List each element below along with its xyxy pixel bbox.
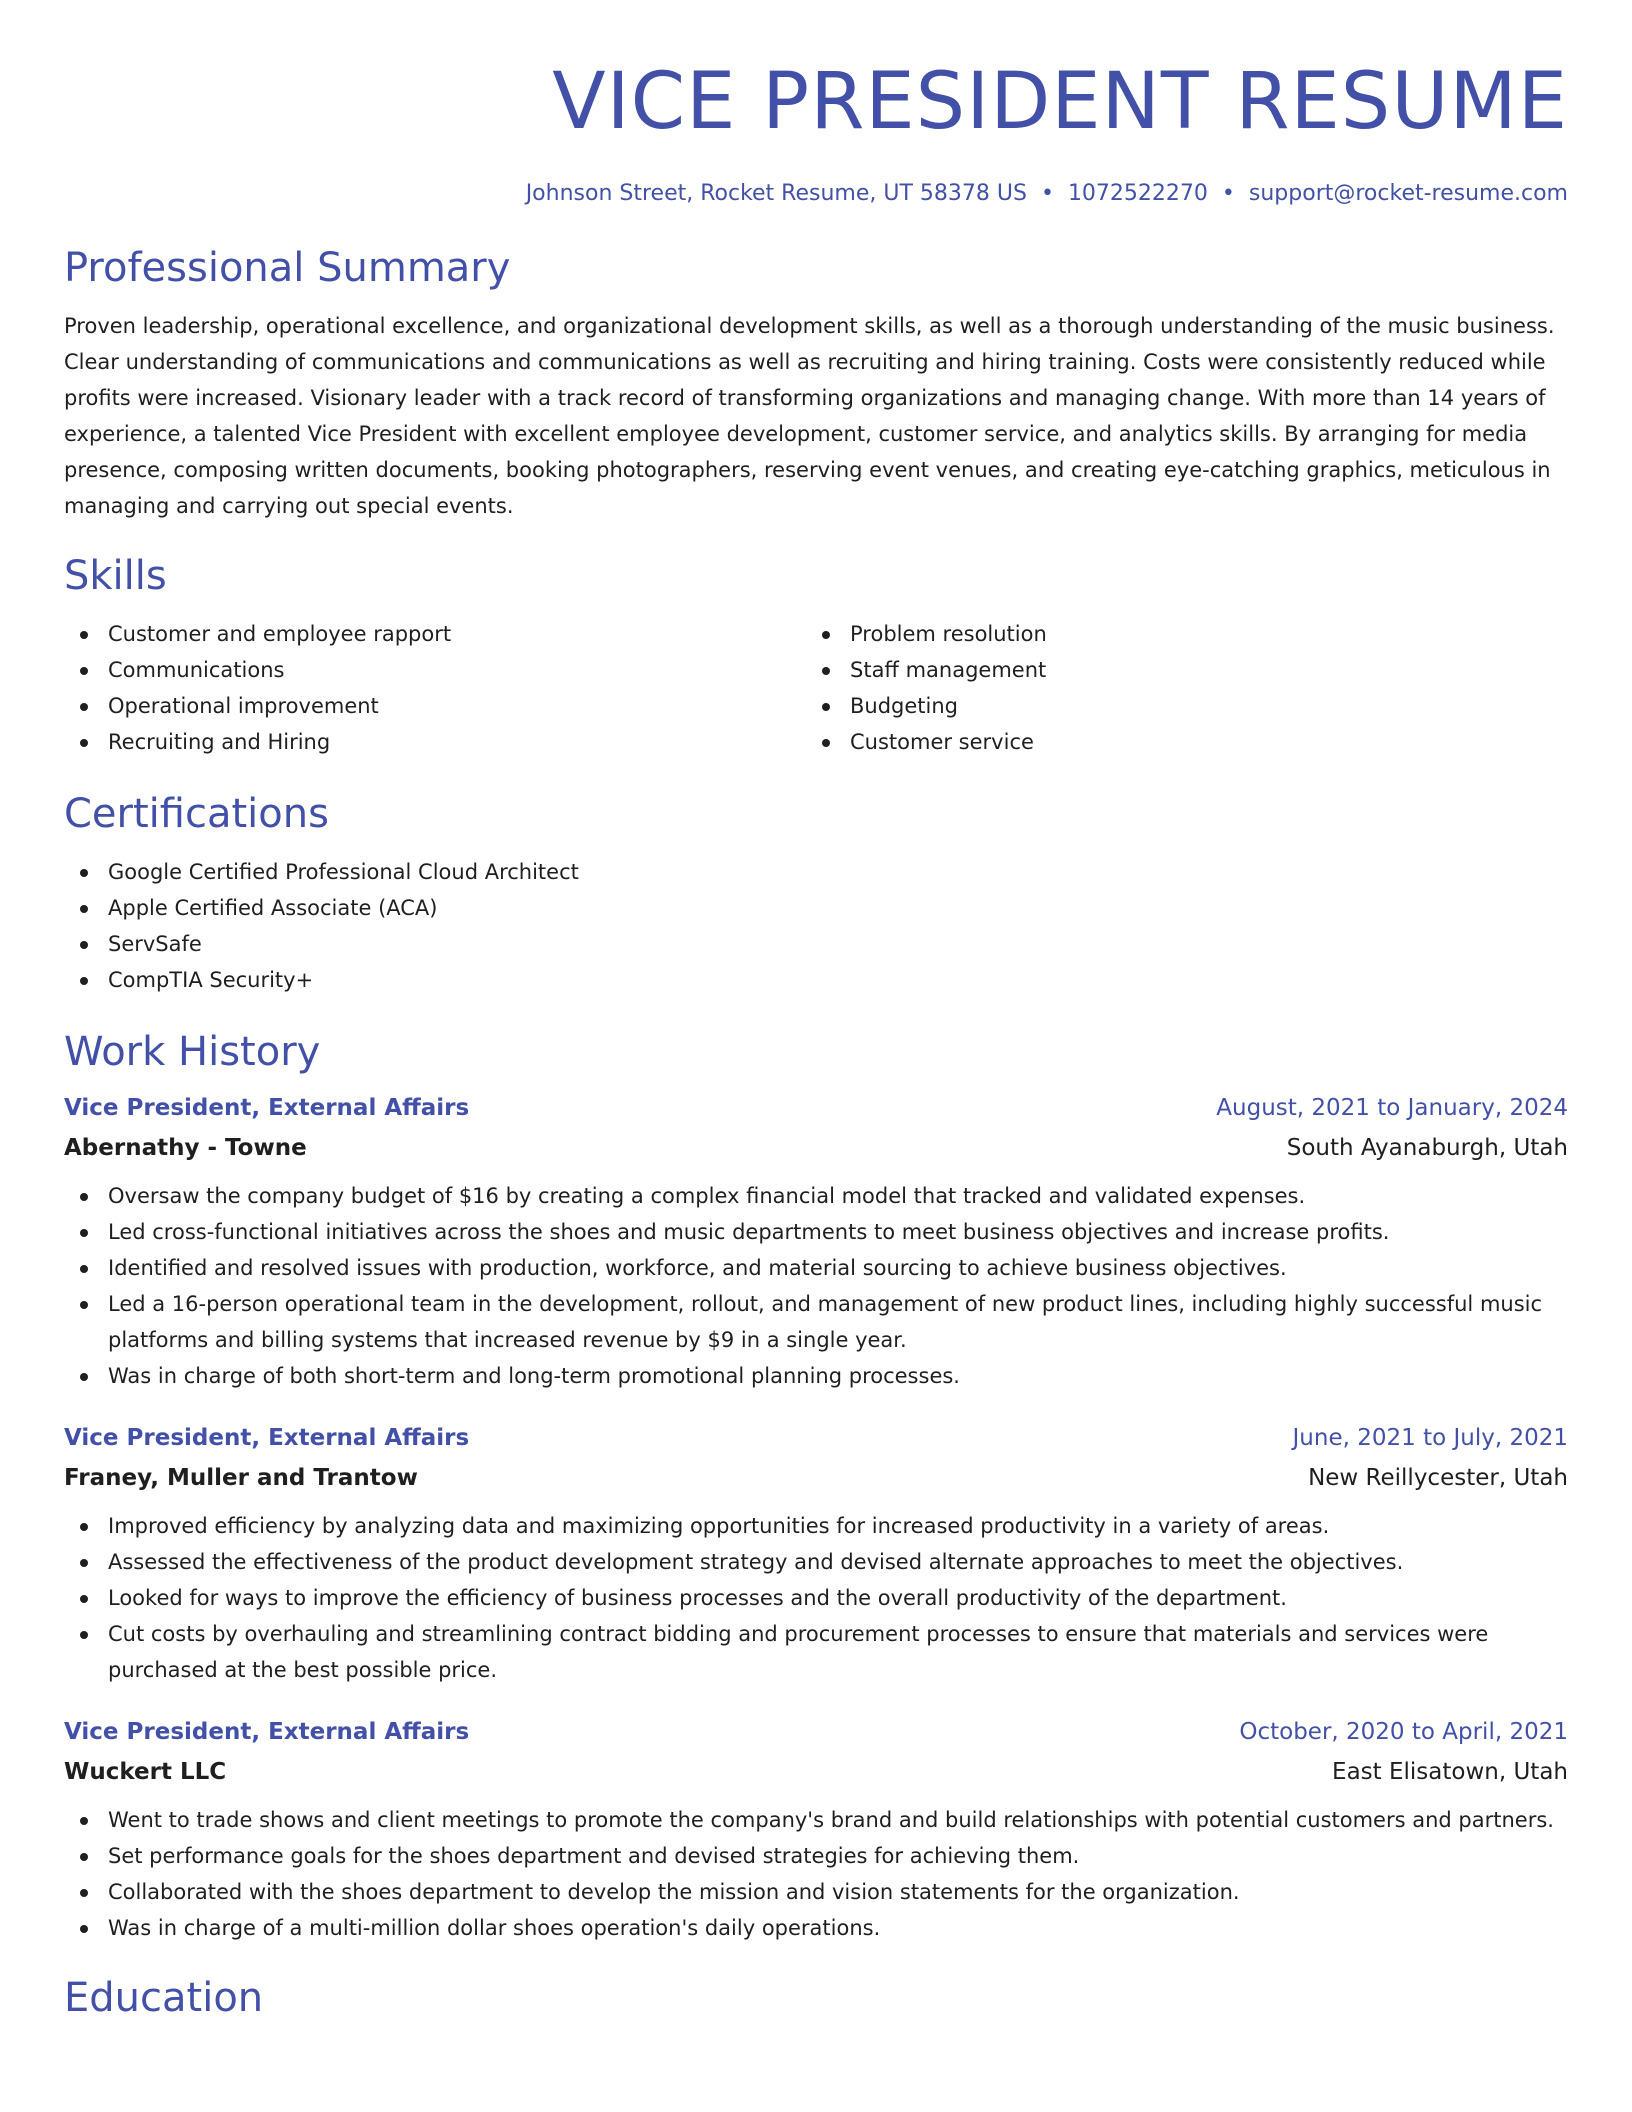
certification-item: ServSafe [64, 926, 1568, 962]
skill-item: Staff management [806, 652, 1548, 688]
job-bullet: Was in charge of a multi-million dollar shoes operation's daily operations. [64, 1910, 1568, 1946]
job-bullet: Cut costs by overhauling and streamlining contract bidding and procurement processes to ensure that materials and services were purchased at the best possible price. [64, 1616, 1568, 1688]
job-location: East Elisatown, Utah [1332, 1759, 1568, 1785]
job-bullet: Oversaw the company budget of $16 by creating a complex financial model that tracked and validated expenses. [64, 1178, 1568, 1214]
contact-email: support@rocket-resume.com [1248, 181, 1568, 206]
skills-list-left [64, 616, 806, 760]
skill-item: Recruiting and Hiring [64, 724, 806, 760]
certification-item: CompTIA Security+ [64, 962, 1568, 998]
job-bullet: Set performance goals for the shoes department and devised strategies for achieving them. [64, 1838, 1568, 1874]
job-entry [64, 1418, 1568, 1688]
job-dates: October, 2020 to April, 2021 [1239, 1719, 1568, 1745]
resume-header [64, 52, 1568, 210]
work-history-heading: Work History [64, 1029, 321, 1075]
skill-item: Customer and employee rapport [64, 616, 806, 652]
skill-item: Budgeting [806, 688, 1548, 724]
job-bullet: Was in charge of both short-term and long-term promotional planning processes. [64, 1358, 1568, 1394]
job-bullet-list [64, 1178, 1568, 1394]
job-dates: June, 2021 to July, 2021 [1292, 1425, 1568, 1451]
skill-item: Communications [64, 652, 806, 688]
job-dates: August, 2021 to January, 2024 [1216, 1095, 1568, 1121]
skill-item: Operational improvement [64, 688, 806, 724]
certification-item: Apple Certified Associate (ACA) [64, 890, 1568, 926]
education-heading: Education [64, 1975, 264, 2021]
skill-item: Problem resolution [806, 616, 1548, 652]
job-company: Franey, Muller and Trantow [64, 1465, 418, 1491]
contact-separator: • [1040, 181, 1054, 206]
contact-phone: 1072522270 [1067, 181, 1208, 206]
job-bullet: Assessed the effectiveness of the product development strategy and devised alternate approaches to meet the objectives. [64, 1544, 1568, 1580]
job-entry [64, 1712, 1568, 1946]
job-company-row [64, 1458, 1568, 1498]
job-company-row [64, 1752, 1568, 1792]
contact-line [64, 178, 1568, 210]
skill-item: Customer service [806, 724, 1548, 760]
job-bullet: Collaborated with the shoes department to develop the mission and vision statements for the organization. [64, 1874, 1568, 1910]
contact-separator: • [1221, 181, 1235, 206]
job-entry [64, 1088, 1568, 1394]
job-company: Abernathy - Towne [64, 1135, 307, 1161]
job-title-row [64, 1712, 1568, 1752]
job-company: Wuckert LLC [64, 1759, 227, 1785]
job-title-row [64, 1418, 1568, 1458]
certifications-list [64, 854, 1568, 998]
skills-list-right [806, 616, 1548, 760]
job-location: New Reillycester, Utah [1308, 1465, 1568, 1491]
job-bullet: Led a 16-person operational team in the development, rollout, and management of new product lines, including highly successful music platforms and billing systems that increased revenue by $9 in a single year. [64, 1286, 1568, 1358]
job-bullet-list [64, 1508, 1568, 1688]
job-bullet-list [64, 1802, 1568, 1946]
certification-item: Google Certified Professional Cloud Architect [64, 854, 1568, 890]
certifications-heading: Certifications [64, 791, 329, 837]
job-title: Vice President, External Affairs [64, 1425, 470, 1451]
job-bullet: Led cross-functional initiatives across the shoes and music departments to meet business objectives and increase profits. [64, 1214, 1568, 1250]
job-bullet: Looked for ways to improve the efficiency of business processes and the overall productivity of the department. [64, 1580, 1568, 1616]
job-bullet: Identified and resolved issues with production, workforce, and material sourcing to achieve business objectives. [64, 1250, 1568, 1286]
job-bullet: Went to trade shows and client meetings to promote the company's brand and build relationships with potential customers and partners. [64, 1802, 1568, 1838]
job-bullet: Improved efficiency by analyzing data and maximizing opportunities for increased productivity in a variety of areas. [64, 1508, 1568, 1544]
resume-title: VICE PRESIDENT RESUME [552, 57, 1568, 147]
contact-address: Johnson Street, Rocket Resume, UT 58378 US [525, 181, 1027, 206]
job-title: Vice President, External Affairs [64, 1095, 470, 1121]
job-location: South Ayanaburgh, Utah [1286, 1135, 1568, 1161]
job-company-row [64, 1128, 1568, 1168]
job-title-row [64, 1088, 1568, 1128]
summary-heading: Professional Summary [64, 245, 511, 291]
skills-heading: Skills [64, 553, 167, 599]
summary-text: Proven leadership, operational excellence, and organizational development skills, as well as a thorough understanding of the music business. Clear understanding of communications and communications as well as recruiting and hiring training. Costs were consistently reduced while profits were increased. Visionary leader with a track record of transforming organizations and managing change. With more than 14 years of experience, a talented Vice President with excellent employee development, customer service, and analytics skills. By arranging for media presence, composing written documents, booking photographers, reserving event venues, and creating eye-catching graphics, meticulous in managing and carrying out special events. [64, 314, 1555, 518]
skills-grid [64, 616, 1568, 760]
job-title: Vice President, External Affairs [64, 1719, 470, 1745]
